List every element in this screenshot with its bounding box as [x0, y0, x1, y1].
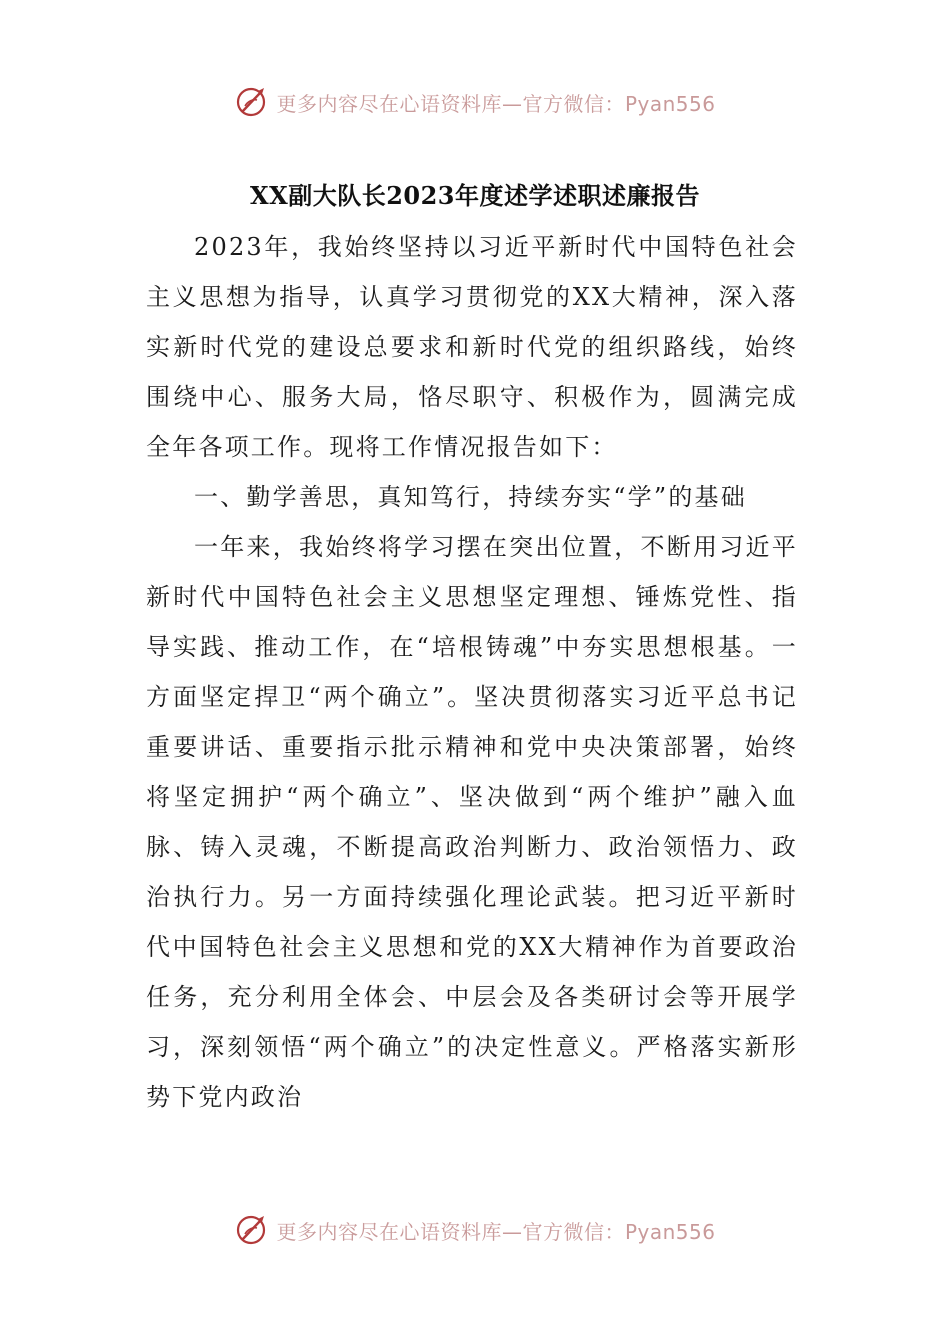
watermark-text: 更多内容尽在心语资料库—官方微信：Pyan556 [276, 91, 716, 116]
header-watermark-banner [0, 80, 950, 124]
pen-circle-logo-icon [234, 84, 270, 120]
footer-watermark-banner [0, 1208, 950, 1252]
paragraph-study: 一年来，我始终将学习摆在突出位置，不断用习近平新时代中国特色社会主义思想坚定理想、锤炼党性、指导实践、推动工作，在“培根铸魂”中夯实思想根基。一方面坚定捍卫“两个确立”。坚决贯彻落实习近平总书记重要讲话、重要指示批示精神和党中央决策部署，始终将坚定拥护“两个确立”、坚决做到“两个维护”融入血脉、铸入灵魂，不断提高政治判断力、政治领悟力、政治执行力。另一方面持续强化理论武装。把习近平新时代中国特色社会主义思想和党的XX大精神作为首要政治任务，充分利用全体会、中层会及各类研讨会等开展学习，深刻领悟“两个确立”的决定性意义。严格落实新形势下党内政治 [146, 533, 798, 1111]
section-heading: 一、勤学善思，真知笃行，持续夯实“学”的基础 [194, 483, 747, 511]
document-body [146, 222, 798, 1122]
page-title: XX副大队长2023年度述学述职述廉报告 [249, 181, 701, 210]
pen-circle-logo-icon [234, 1212, 270, 1248]
paragraph-intro: 2023年，我始终坚持以习近平新时代中国特色社会主义思想为指导，认真学习贯彻党的XX大精神，深入落实新时代党的建设总要求和新时代党的组织路线，始终围绕中心、服务大局，恪尽职守、积极作为，圆满完成全年各项工作。现将工作情况报告如下： [146, 233, 798, 461]
watermark-text: 更多内容尽在心语资料库—官方微信：Pyan556 [276, 1219, 716, 1244]
